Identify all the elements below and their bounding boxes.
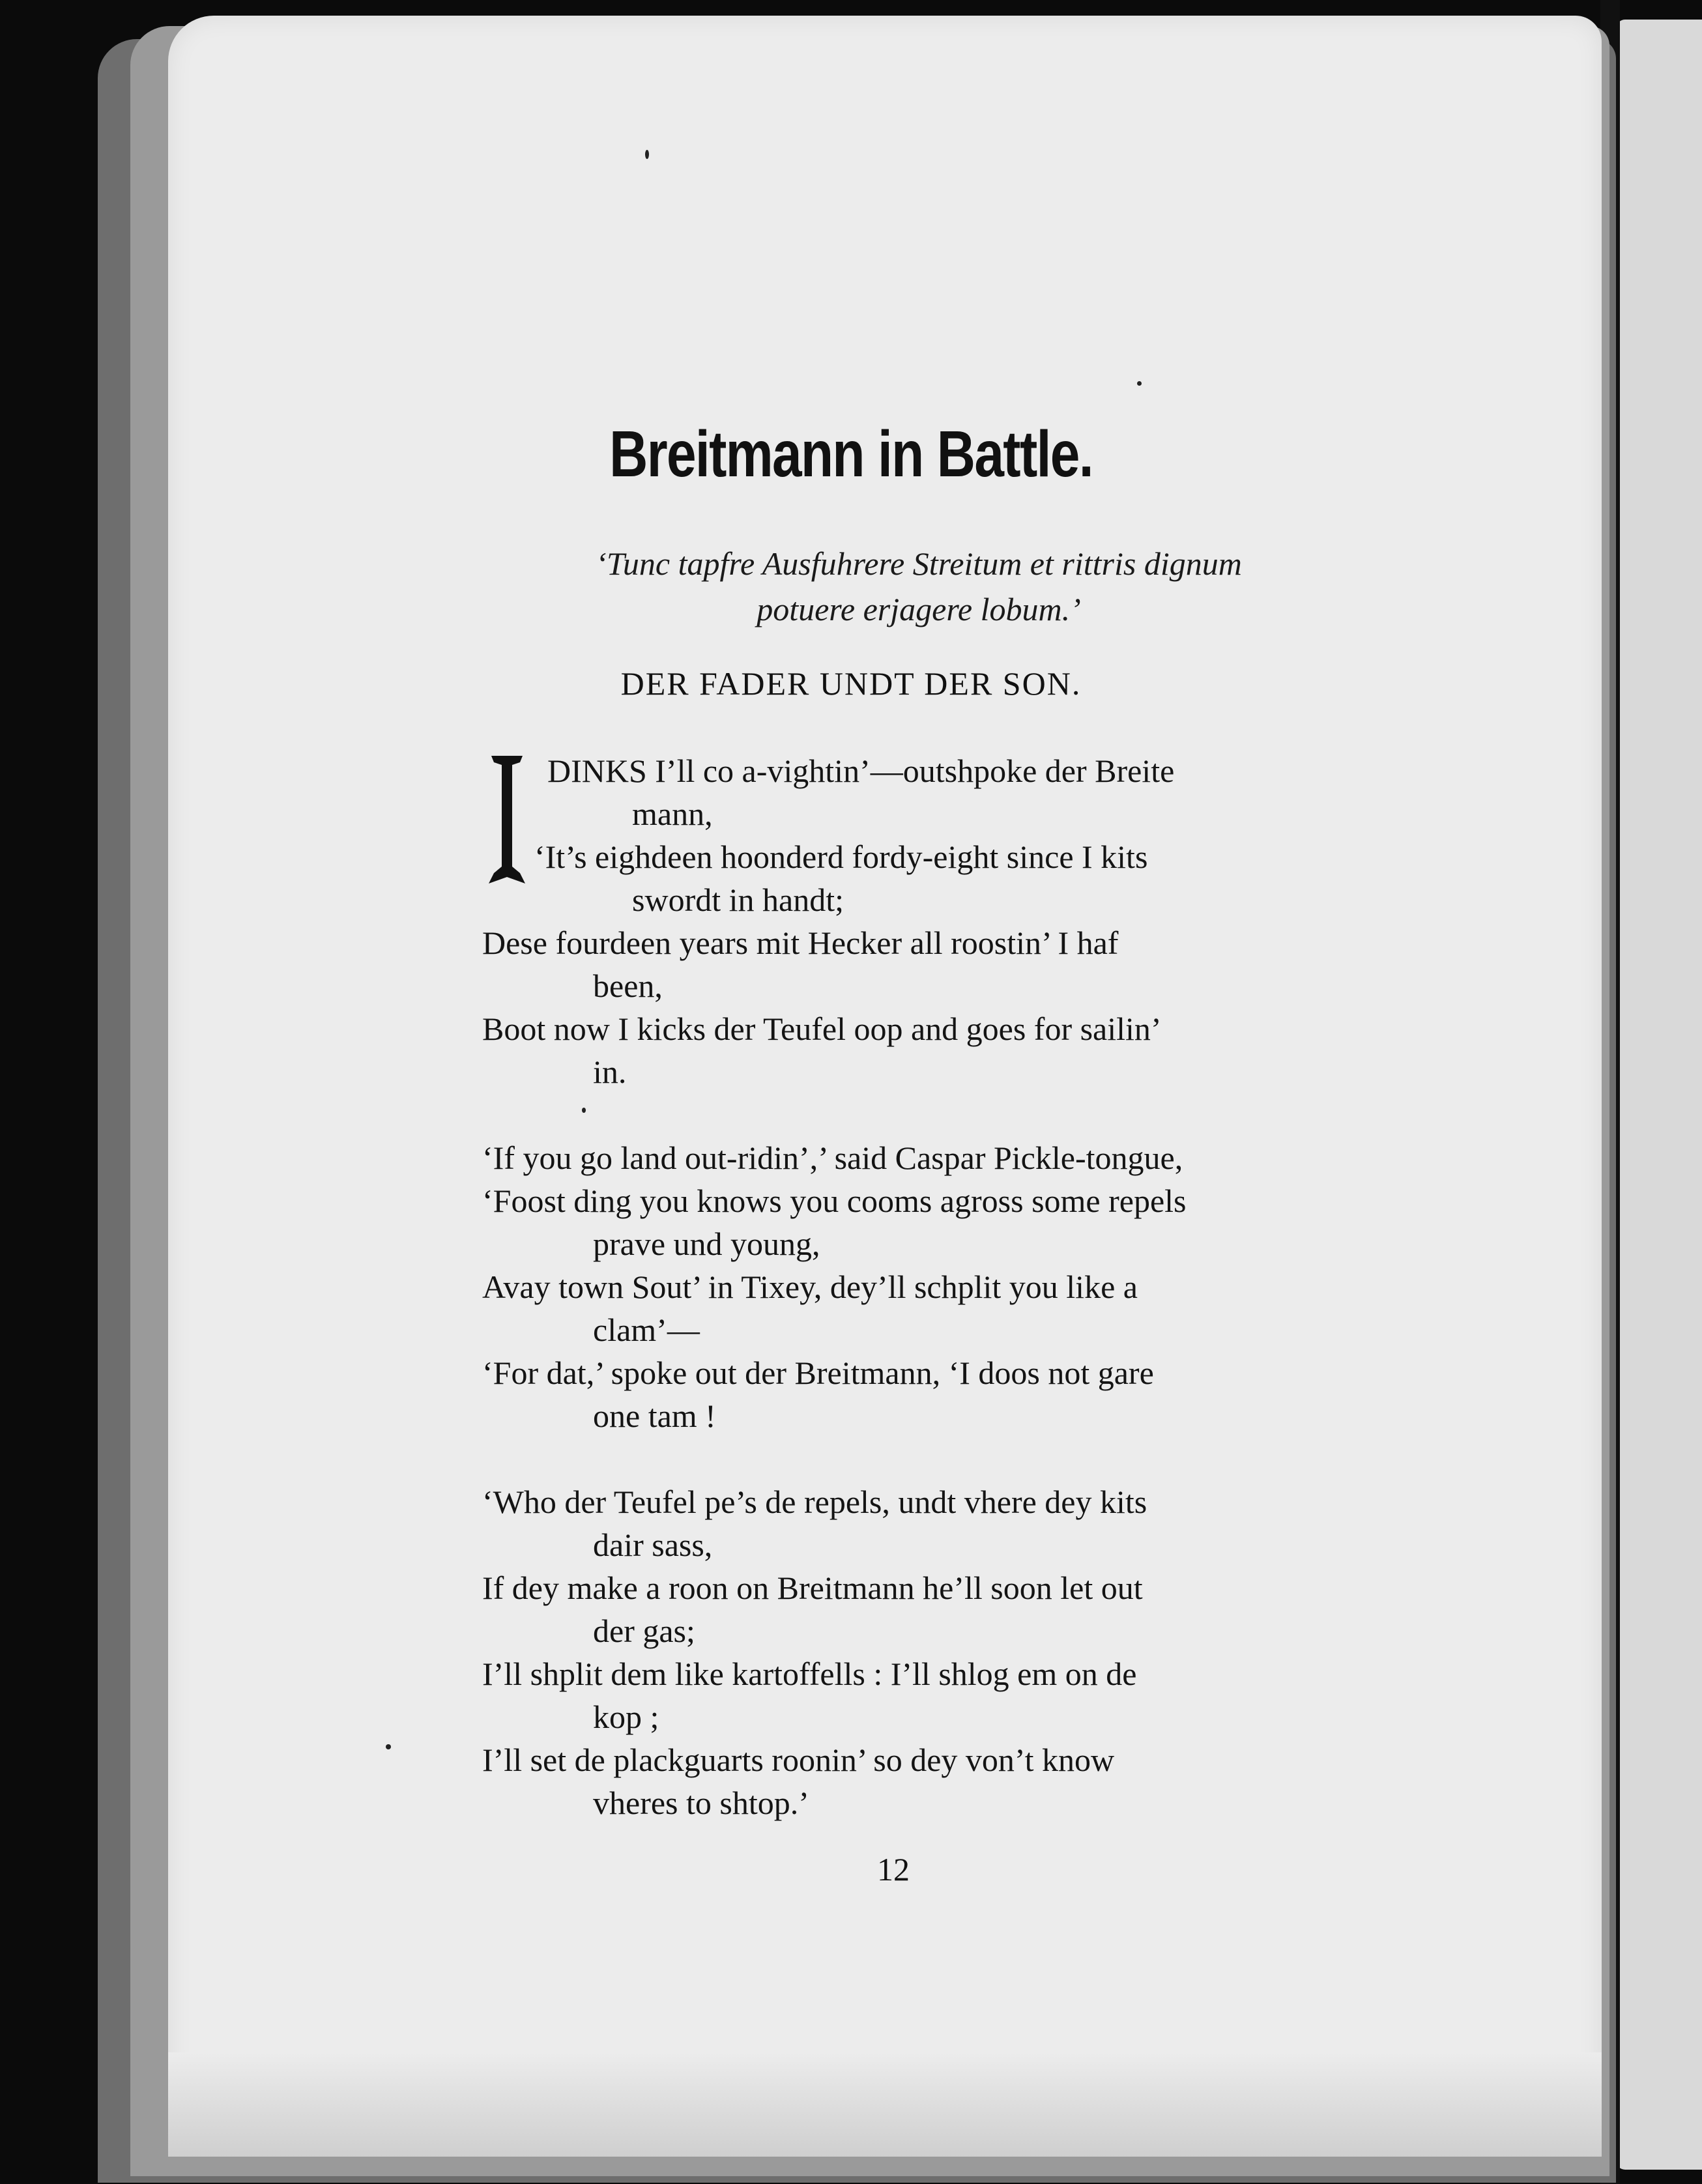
poem-line: swordt in handt; (632, 882, 844, 918)
poem-line: mann, (632, 796, 713, 832)
poem-line: I’ll shplit dem like kartoffells : I’ll shlog em on de (482, 1656, 1137, 1692)
section-heading: DER FADER UNDT DER SON. (620, 665, 1082, 702)
poem-line: clam’— (593, 1312, 700, 1348)
stanza (482, 749, 1394, 1093)
poem-line: ‘Who der Teufel pe’s de repels, undt vhere dey kits (482, 1484, 1147, 1520)
poem-line: in. (593, 1054, 627, 1090)
page-number: 12 (877, 1851, 910, 1888)
poem-body (482, 749, 1394, 1867)
poem-line: Avay town Sout’ in Tixey, dey’ll schplit you like a (482, 1269, 1138, 1305)
poem-line: vheres to shtop.’ (593, 1785, 809, 1821)
poem-line: der gas; (593, 1613, 695, 1649)
poem-line: ‘If you go land out-ridin’,’ said Caspar Pickle-tongue, (482, 1140, 1183, 1176)
epigraph-line: ‘Tunc tapfre Ausfuhrere Streitum et rittris dignum (596, 545, 1242, 582)
print-speck (386, 1744, 391, 1749)
poem-line: kop ; (593, 1699, 659, 1735)
stanza (482, 1480, 1394, 1824)
epigraph-line: potuere erjagere lobum.’ (757, 591, 1081, 627)
poem-line: ‘Foost ding you knows you cooms agross some repels (482, 1183, 1187, 1219)
poem-line: ‘For dat,’ spoke out der Breitmann, ‘I doos not gare (482, 1355, 1154, 1391)
poem-line: Boot now I kicks der Teufel oop and goes for sailin’ (482, 1011, 1162, 1047)
poem-line: dair sass, (593, 1527, 713, 1563)
page-title: Breitmann in Battle. (609, 418, 1093, 491)
poem-line: If dey make a roon on Breitmann he’ll soon let out (482, 1570, 1143, 1606)
poem-line: I’ll set de plackguarts roonin’ so dey von’t know (482, 1742, 1115, 1778)
poem-line: DINKS I’ll co a-vightin’—outshpoke der Breite (547, 753, 1175, 789)
poem-line: Dese fourdeen years mit Hecker all roostin’ I haf (482, 925, 1119, 961)
print-speck (645, 150, 649, 159)
poem-line: ‘It’s eighdeen hoonderd fordy-eight since I kits (534, 839, 1148, 875)
poem-line: been, (593, 968, 663, 1004)
poem-line: one tam ! (593, 1398, 716, 1434)
stanza (482, 1136, 1394, 1437)
epigraph (495, 541, 1342, 632)
facing-page-edge (1616, 20, 1702, 2170)
print-speck (1137, 381, 1142, 386)
book-page-bottom (168, 2052, 1602, 2157)
poem-line: prave und young, (593, 1226, 820, 1262)
